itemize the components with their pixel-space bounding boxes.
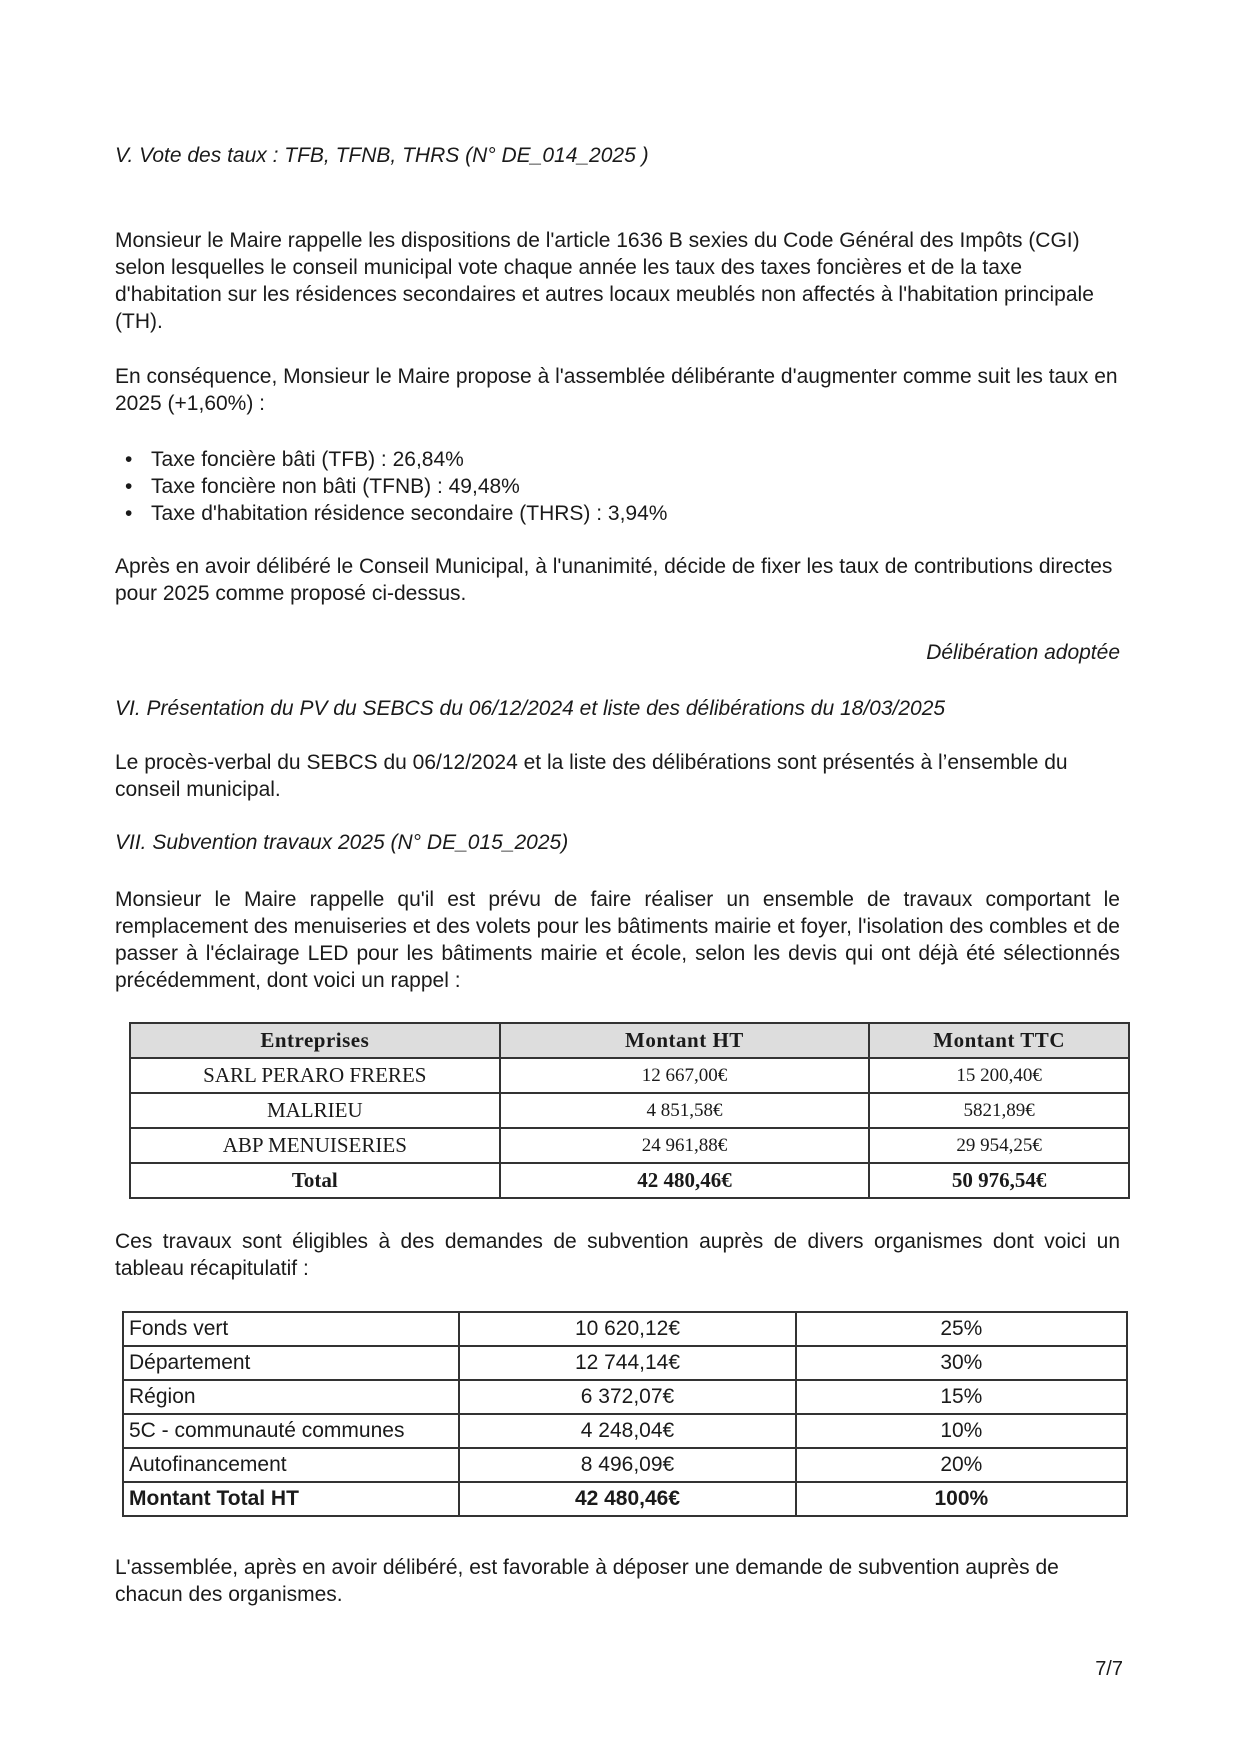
list-item: • Taxe d'habitation résidence secondaire (THRS) : 3,94% (115, 500, 1015, 527)
section-v-heading: V. Vote des taux : TFB, TFNB, THRS (N° DE_014_2025 ) (115, 144, 649, 167)
table-row (123, 1346, 1127, 1380)
table-cell: 20% (796, 1448, 1127, 1482)
table-cell: 6 372,07€ (459, 1380, 795, 1414)
table-cell: 30% (796, 1346, 1127, 1380)
table-cell: 15 200,40€ (869, 1058, 1129, 1093)
section-v-paragraph-2: En conséquence, Monsieur le Maire propose à l'assemblée délibérante d'augmenter comme suit les taux en 2025 (+1,60%) : (115, 365, 1118, 415)
list-item: • Taxe foncière bâti (TFB) : 26,84% (115, 446, 1015, 473)
table-row (130, 1093, 1129, 1128)
table-cell: 4 248,04€ (459, 1414, 795, 1448)
tax-rate-list (115, 446, 1015, 527)
column-header: Montant HT (500, 1023, 870, 1058)
column-header: Montant TTC (869, 1023, 1129, 1058)
table-cell: ABP MENUISERIES (130, 1128, 500, 1163)
table-header-row (130, 1023, 1129, 1058)
section-vi-heading: VI. Présentation du PV du SEBCS du 06/12/2024 et liste des délibérations du 18/03/2025 (115, 697, 946, 720)
table-cell: Département (123, 1346, 459, 1380)
section-v-paragraph-3: Après en avoir délibéré le Conseil Municipal, à l'unanimité, décide de fixer les taux de contributions directes pour 2025 comme proposé ci-dessus. (115, 555, 1113, 605)
table-cell: 8 496,09€ (459, 1448, 795, 1482)
section-v-paragraph-1: Monsieur le Maire rappelle les dispositions de l'article 1636 B sexies du Code Général des Impôts (CGI) selon lesquelles le conseil municipal vote chaque année les taux des taxes foncières et de la taxe d'habitation sur les résidences secondaires et autres locaux meublés non affectés à l'habitation principale (TH). (115, 229, 1094, 333)
table-cell: Autofinancement (123, 1448, 459, 1482)
table-cell: MALRIEU (130, 1093, 500, 1128)
table-cell: 100% (796, 1482, 1127, 1516)
table-cell: 12 667,00€ (500, 1058, 870, 1093)
table-cell: 10 620,12€ (459, 1312, 795, 1346)
section-vi-paragraph: Le procès-verbal du SEBCS du 06/12/2024 et la liste des délibérations sont présentés à l’ensemble du conseil municipal. (115, 751, 1068, 801)
table-cell: 5821,89€ (869, 1093, 1129, 1128)
table-cell: SARL PERARO FRERES (130, 1058, 500, 1093)
table-cell: Total (130, 1163, 500, 1198)
column-header: Entreprises (130, 1023, 500, 1058)
table-cell: 15% (796, 1380, 1127, 1414)
table-cell: Région (123, 1380, 459, 1414)
table-cell: 42 480,46€ (500, 1163, 870, 1198)
table-cell: Fonds vert (123, 1312, 459, 1346)
table-cell: 50 976,54€ (869, 1163, 1129, 1198)
table-row (123, 1312, 1127, 1346)
table-cell: 25% (796, 1312, 1127, 1346)
section-vii-paragraph-1: Monsieur le Maire rappelle qu'il est prévu de faire réaliser un ensemble de travaux comportant le remplacement des menuiseries et des volets pour les bâtiments mairie et foyer, l'isolation des combles et de passer à l'éclairage LED pour les bâtiments mairie et école, selon les devis qui ont déjà été sélectionnés précédemment, dont voici un rappel : (115, 888, 1120, 992)
table-row (130, 1058, 1129, 1093)
section-vii-paragraph-2: Ces travaux sont éligibles à des demandes de subvention auprès de divers organismes dont voici un tableau récapitulatif : (115, 1230, 1120, 1280)
table-total-row (130, 1163, 1129, 1198)
table-cell: Montant Total HT (123, 1482, 459, 1516)
section-vii-heading: VII. Subvention travaux 2025 (N° DE_015_2025) (115, 831, 569, 854)
table-cell: 12 744,14€ (459, 1346, 795, 1380)
table-row (123, 1448, 1127, 1482)
table-cell: 10% (796, 1414, 1127, 1448)
table-cell: 24 961,88€ (500, 1128, 870, 1163)
table-total-row (123, 1482, 1127, 1516)
table-row (123, 1414, 1127, 1448)
table-cell: 42 480,46€ (459, 1482, 795, 1516)
quotes-table (129, 1022, 1130, 1199)
table-row (130, 1128, 1129, 1163)
table-cell: 5C - communauté communes (123, 1414, 459, 1448)
funding-table (122, 1311, 1128, 1517)
list-item: • Taxe foncière non bâti (TFNB) : 49,48% (115, 473, 1015, 500)
table-row (123, 1380, 1127, 1414)
table-cell: 4 851,58€ (500, 1093, 870, 1128)
page-number: 7/7 (1095, 1658, 1123, 1680)
table-cell: 29 954,25€ (869, 1128, 1129, 1163)
section-vii-paragraph-3: L'assemblée, après en avoir délibéré, est favorable à déposer une demande de subvention auprès de chacun des organismes. (115, 1556, 1059, 1606)
adopted-label: Délibération adoptée (926, 641, 1120, 664)
